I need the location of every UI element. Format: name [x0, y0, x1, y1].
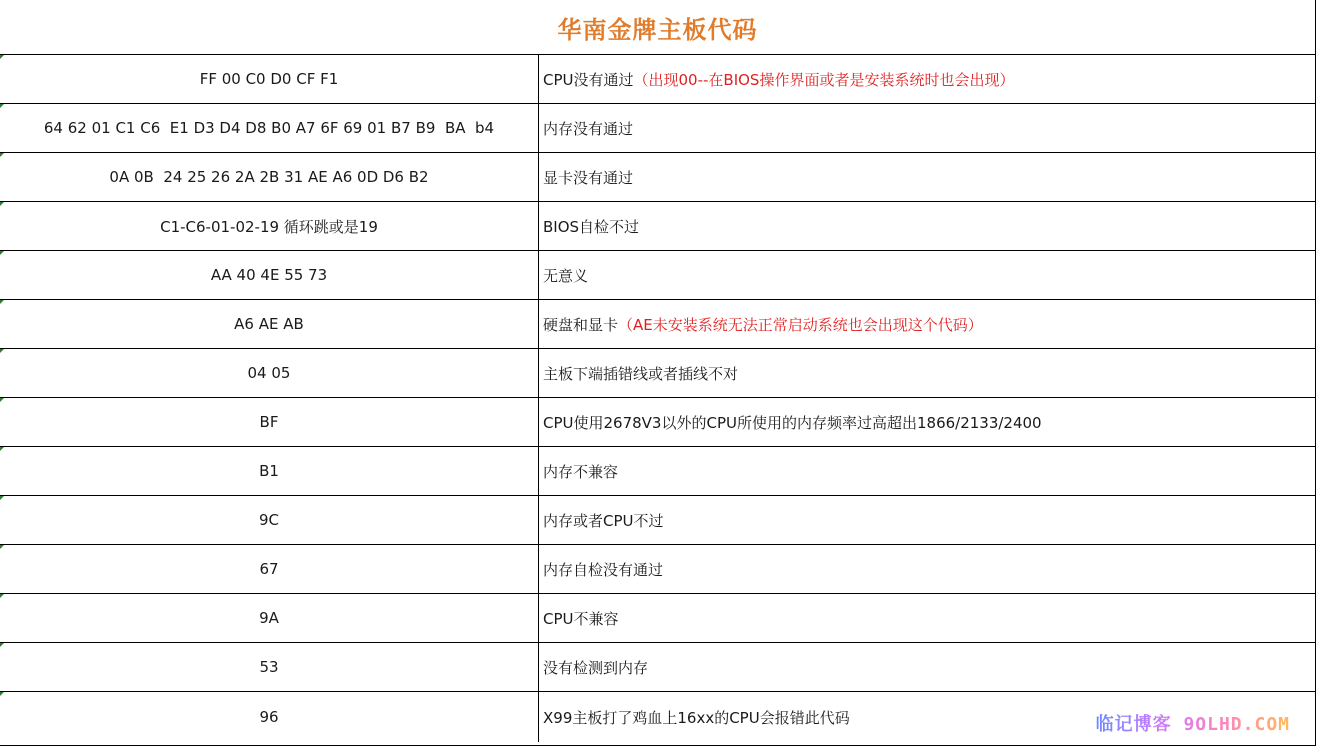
description-text: CPU没有通过 [543, 70, 634, 89]
table-row [0, 643, 1315, 692]
code-cell: 9A [0, 594, 539, 642]
description-text: 硬盘和显卡 [543, 315, 619, 334]
code-cell: A6 AE AB [0, 300, 539, 348]
description-cell [539, 349, 1315, 397]
table-row [0, 496, 1315, 545]
page-title: 华南金牌主板代码 [557, 14, 758, 44]
table-row [0, 104, 1315, 153]
description-text: CPU使用2678V3以外的CPU所使用的内存频率过高超出1866/2133/2400 [543, 413, 1042, 432]
description-text: 显卡没有通过 [543, 168, 634, 187]
description-text: 内存自检没有通过 [543, 560, 664, 579]
description-text: CPU不兼容 [543, 609, 619, 628]
title-row [0, 0, 1315, 55]
code-cell: 9C [0, 496, 539, 544]
code-cell: AA 40 4E 55 73 [0, 251, 539, 299]
table-row [0, 349, 1315, 398]
table-row [0, 398, 1315, 447]
table-row [0, 300, 1315, 349]
description-cell [539, 643, 1315, 691]
description-text: 没有检测到内存 [543, 658, 649, 677]
description-cell [539, 545, 1315, 593]
description-cell [539, 104, 1315, 152]
code-cell: FF 00 C0 D0 CF F1 [0, 55, 539, 103]
description-text: X99主板打了鸡血上16xx的CPU会报错此代码 [543, 708, 850, 727]
description-cell [539, 594, 1315, 642]
code-cell: 96 [0, 692, 539, 742]
description-cell [539, 55, 1315, 103]
description-cell [539, 251, 1315, 299]
code-cell: 04 05 [0, 349, 539, 397]
description-text: 内存或者CPU不过 [543, 511, 664, 530]
code-cell: BF [0, 398, 539, 446]
description-cell [539, 202, 1315, 250]
table-row [0, 55, 1315, 104]
code-cell: 67 [0, 545, 539, 593]
description-cell [539, 496, 1315, 544]
code-cell: 0A 0B 24 25 26 2A 2B 31 AE A6 0D D6 B2 [0, 153, 539, 201]
description-cell [539, 398, 1315, 446]
description-text: BIOS自检不过 [543, 217, 640, 236]
description-note: （出现00--在BIOS操作界面或者是安装系统时也会出现） [633, 70, 1015, 89]
description-text: 主板下端插错线或者插线不对 [543, 364, 739, 383]
table-row [0, 594, 1315, 643]
table-row [0, 447, 1315, 496]
table-row [0, 153, 1315, 202]
description-cell [539, 447, 1315, 495]
code-cell: C1-C6-01-02-19 循环跳或是19 [0, 202, 539, 250]
table-row [0, 202, 1315, 251]
description-text: 内存没有通过 [543, 119, 634, 138]
code-cell: B1 [0, 447, 539, 495]
description-text: 内存不兼容 [543, 462, 619, 481]
description-cell [539, 153, 1315, 201]
watermark-logo: 临记博客 9OLHD.COM [1096, 710, 1290, 736]
description-note: （AE未安装系统无法正常启动系统也会出现这个代码） [618, 315, 983, 334]
code-cell: 53 [0, 643, 539, 691]
description-cell [539, 300, 1315, 348]
table-body [0, 55, 1315, 742]
code-cell: 64 62 01 C1 C6 E1 D3 D4 D8 B0 A7 6F 69 01 B7 B9 BA b4 [0, 104, 539, 152]
description-text: 无意义 [543, 266, 589, 285]
table-row [0, 545, 1315, 594]
table-row [0, 251, 1315, 300]
